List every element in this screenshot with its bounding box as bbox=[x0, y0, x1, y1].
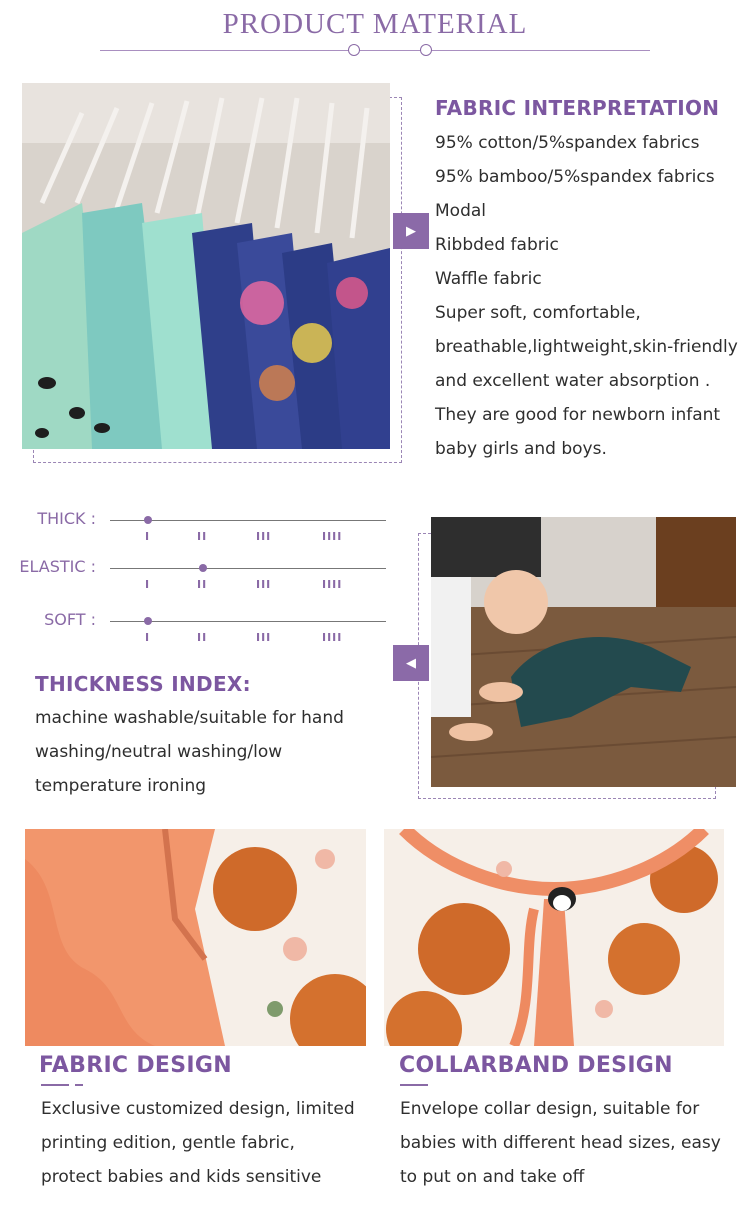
gauge-tick: IIII bbox=[322, 578, 343, 591]
gauge-tick: I bbox=[145, 578, 151, 591]
fabric-design-line: protect babies and kids sensitive bbox=[41, 1167, 322, 1187]
gauge-track bbox=[110, 568, 386, 569]
fabric-interpretation-list bbox=[435, 126, 747, 466]
fabric-design-line: printing edition, gentle fabric, bbox=[41, 1133, 295, 1153]
gauge-tick: I bbox=[145, 530, 151, 543]
gauge-tick: II bbox=[197, 530, 208, 543]
fabric-interpretation-heading: FABRIC INTERPRETATION bbox=[435, 96, 720, 120]
interpretation-line: and excellent water absorption . bbox=[435, 371, 711, 391]
interpretation-line: 95% cotton/5%spandex fabrics bbox=[435, 133, 700, 153]
interpretation-line: 95% bamboo/5%spandex fabrics bbox=[435, 167, 715, 187]
gauge-tick: IIII bbox=[322, 530, 343, 543]
collarband-design-photo bbox=[384, 829, 724, 1046]
gauge-marker bbox=[144, 617, 152, 625]
collarband-design-line: to put on and take off bbox=[400, 1167, 585, 1187]
baby-crawling-photo bbox=[431, 517, 736, 787]
page-title: PRODUCT MATERIAL bbox=[222, 8, 528, 40]
gauge-label: SOFT : bbox=[44, 610, 96, 629]
collarband-design-text bbox=[400, 1092, 745, 1194]
gauge-tick: III bbox=[256, 578, 272, 591]
gauge-tick: I bbox=[145, 631, 151, 644]
thickness-index-text bbox=[35, 701, 385, 803]
interpretation-line: Super soft, comfortable, bbox=[435, 303, 641, 323]
header-divider bbox=[100, 50, 650, 51]
gauge-label: ELASTIC : bbox=[19, 557, 96, 576]
gauge-tick: IIII bbox=[322, 631, 343, 644]
fabric-design-underline bbox=[41, 1084, 69, 1086]
gauge-marker bbox=[144, 516, 152, 524]
interpretation-line: Modal bbox=[435, 201, 486, 221]
gauge-tick: II bbox=[197, 578, 208, 591]
gauge-label: THICK : bbox=[37, 509, 96, 528]
fabric-design-text bbox=[41, 1092, 371, 1194]
interpretation-line: Ribbded fabric bbox=[435, 235, 559, 255]
gauge-marker bbox=[199, 564, 207, 572]
clothes-rack-photo bbox=[22, 83, 390, 449]
thickness-line: machine washable/suitable for hand bbox=[35, 708, 344, 728]
interpretation-line: baby girls and boys. bbox=[435, 439, 607, 459]
play-right-icon[interactable]: ▶ bbox=[393, 213, 429, 249]
gauge-tick: III bbox=[256, 530, 272, 543]
fabric-design-underline-dot bbox=[75, 1084, 83, 1086]
thickness-line: temperature ironing bbox=[35, 776, 207, 796]
collarband-design-line: Envelope collar design, suitable for bbox=[400, 1099, 700, 1119]
fabric-design-line: Exclusive customized design, limited bbox=[41, 1099, 355, 1119]
interpretation-line: They are good for newborn infant bbox=[435, 405, 721, 425]
play-left-icon[interactable]: ◀ bbox=[393, 645, 429, 681]
collarband-design-underline bbox=[400, 1084, 428, 1086]
collarband-design-line: babies with different head sizes, easy bbox=[400, 1133, 721, 1153]
gauge-tick: II bbox=[197, 631, 208, 644]
header-ring-right bbox=[420, 44, 432, 56]
interpretation-line: breathable,lightweight,skin-friendly bbox=[435, 337, 738, 357]
collarband-design-heading: COLLARBAND DESIGN bbox=[399, 1053, 673, 1078]
fabric-design-heading: FABRIC DESIGN bbox=[39, 1053, 232, 1078]
thickness-line: washing/neutral washing/low bbox=[35, 742, 283, 762]
gauge-tick: III bbox=[256, 631, 272, 644]
thickness-index-heading: THICKNESS INDEX: bbox=[35, 672, 251, 696]
interpretation-line: Waffle fabric bbox=[435, 269, 542, 289]
fabric-design-photo bbox=[25, 829, 366, 1046]
header-ring-left bbox=[348, 44, 360, 56]
